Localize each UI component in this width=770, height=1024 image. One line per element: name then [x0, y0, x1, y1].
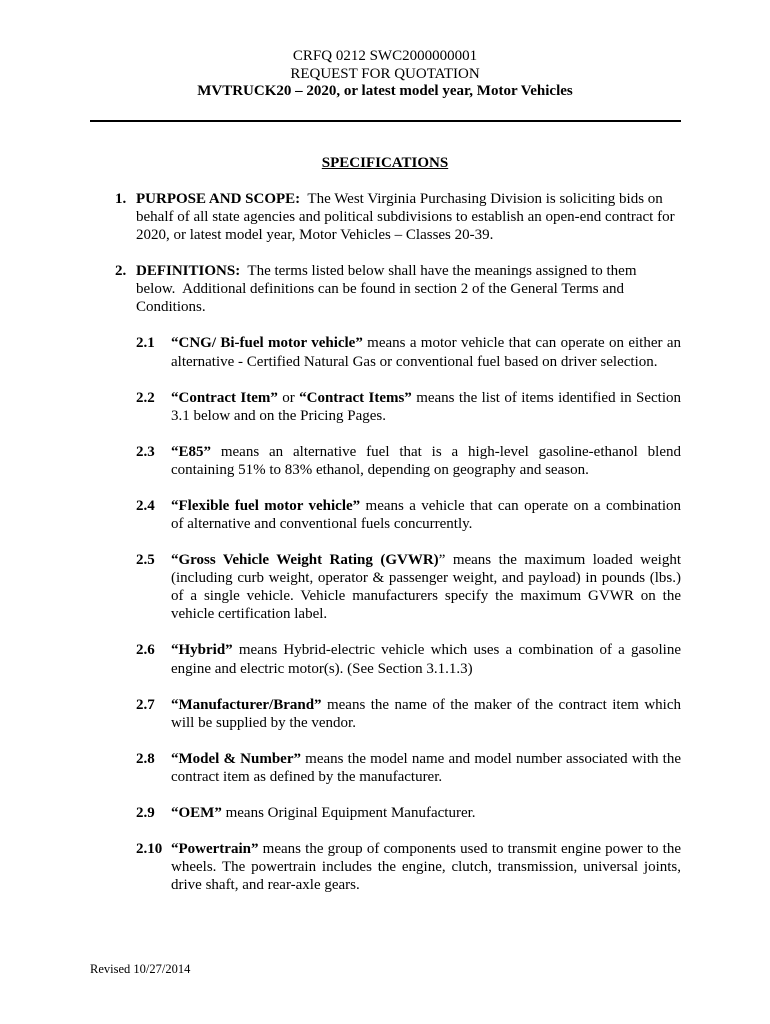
defined-term: “CNG/ Bi-fuel motor vehicle” — [171, 335, 363, 352]
definition-text — [171, 497, 681, 533]
body-text: 3.1 below and on the Pricing Pages. — [171, 407, 386, 424]
text-line — [171, 605, 681, 623]
definition-text — [171, 551, 681, 623]
text-line — [171, 768, 681, 786]
text-line — [171, 443, 681, 461]
definition-number: 2.5 — [136, 552, 155, 569]
text-line — [136, 298, 681, 316]
text-line — [171, 696, 681, 714]
defined-term: “Contract Items” — [299, 389, 412, 406]
text-line — [171, 551, 681, 569]
specifications-body — [0, 190, 770, 912]
defined-term: “Flexible fuel motor vehicle” — [171, 497, 361, 514]
definition-number: 2.9 — [136, 804, 155, 821]
text-line — [136, 208, 681, 226]
body-text: means a vehicle that can operate on a combination — [360, 497, 682, 514]
body-text: will be supplied by the vendor. — [171, 714, 356, 731]
body-text: of a single vehicle. Vehicle manufacturers specify the maximum GVWR on the — [171, 588, 681, 605]
text-line — [171, 515, 681, 533]
body-text: containing 51% to 83% ethanol, depending on geography and season. — [171, 461, 589, 478]
body-text: 2020, or latest model year, Motor Vehicles – Classes 20-39. — [136, 227, 494, 244]
text-line — [171, 714, 681, 732]
body-text: means Hybrid-electric vehicle which uses a combination of a gasoline — [232, 642, 681, 659]
defined-term: “Hybrid” — [171, 642, 233, 659]
text-line — [171, 353, 681, 371]
definition-item — [0, 696, 770, 732]
text-line — [136, 262, 681, 280]
definition-item — [0, 443, 770, 479]
body-text: alternative - Certified Natural Gas or conventional fuel based on driver selection. — [171, 353, 658, 370]
body-text: behalf of all state agencies and political subdivisions to establish an open-end contract for — [136, 209, 675, 226]
section-number: 1. — [115, 191, 127, 207]
definition-item — [0, 389, 770, 425]
text-line — [171, 750, 681, 768]
body-text: engine and electric motor(s). (See Section 3.1.1.3) — [171, 660, 473, 677]
document-header — [0, 48, 770, 101]
text-line — [171, 876, 681, 894]
definition-number: 2.8 — [136, 750, 155, 767]
text-line — [136, 190, 681, 208]
numbered-section — [0, 262, 770, 894]
body-text: means a motor vehicle that can operate on either an — [362, 335, 681, 352]
body-text: means the model name and model number associated with the — [301, 750, 681, 767]
definition-item — [0, 334, 770, 370]
text-line — [171, 569, 681, 587]
text-line — [171, 804, 681, 822]
definition-number: 2.10 — [136, 841, 163, 858]
document-type: REQUEST FOR QUOTATION — [290, 65, 480, 82]
section-label: PURPOSE AND SCOPE: — [136, 191, 301, 207]
definition-text — [171, 840, 681, 894]
numbered-section — [0, 190, 770, 244]
defined-term: “Model & Number” — [171, 750, 301, 767]
body-text: means the group of components used to transmit engine power to the — [258, 841, 681, 858]
body-text: Conditions. — [136, 299, 206, 316]
body-text: vehicle certification label. — [171, 606, 328, 623]
definition-item — [0, 551, 770, 623]
definition-text — [171, 641, 681, 677]
body-text: below. Additional definitions can be found in section 2 of the General Terms and — [136, 281, 624, 298]
text-line — [171, 407, 681, 425]
body-text: means the list of items identified in Section — [411, 389, 681, 406]
text-line — [171, 858, 681, 876]
section-text — [136, 190, 681, 244]
definition-text — [171, 443, 681, 479]
definition-text — [171, 804, 681, 822]
definition-text — [171, 334, 681, 370]
definitions-list — [0, 334, 770, 894]
definition-number: 2.3 — [136, 443, 155, 460]
defined-term: “Powertrain” — [171, 841, 259, 858]
definition-item — [0, 497, 770, 533]
body-text: The terms listed below shall have the meanings assigned to them — [240, 263, 637, 280]
body-text: ” means the maximum loaded weight — [438, 552, 681, 569]
defined-term: “Manufacturer/Brand” — [171, 696, 322, 713]
section-text — [136, 262, 681, 316]
text-line — [171, 334, 681, 352]
defined-term: “E85” — [171, 443, 212, 460]
definition-number: 2.6 — [136, 642, 155, 659]
body-text: (including curb weight, operator & passenger weight, and payload) in pounds (lbs.) — [171, 570, 681, 587]
text-line — [136, 280, 681, 298]
defined-term: “OEM” — [171, 804, 222, 821]
body-text: or — [277, 389, 300, 406]
text-line — [171, 389, 681, 407]
definition-item — [0, 641, 770, 677]
definition-text — [171, 750, 681, 786]
text-line — [171, 587, 681, 605]
revision-note: Revised 10/27/2014 — [90, 962, 191, 976]
text-line — [136, 226, 681, 244]
definition-text — [171, 696, 681, 732]
definition-number: 2.7 — [136, 696, 155, 713]
section-label: DEFINITIONS: — [136, 263, 241, 280]
specifications-heading: SPECIFICATIONS — [321, 155, 449, 171]
body-text: means the name of the maker of the contract item which — [321, 696, 681, 713]
definition-item — [0, 804, 770, 822]
definition-number: 2.2 — [136, 389, 155, 406]
body-text: The West Virginia Purchasing Division is soliciting bids on — [300, 191, 663, 207]
definition-text — [171, 389, 681, 425]
text-line — [171, 660, 681, 678]
definition-item — [0, 840, 770, 894]
definition-number: 2.4 — [136, 497, 155, 514]
defined-term: “Gross Vehicle Weight Rating (GVWR) — [171, 552, 439, 569]
text-line — [171, 840, 681, 858]
body-text: of alternative and conventional fuels concurrently. — [171, 516, 473, 533]
body-text: means Original Equipment Manufacturer. — [221, 804, 476, 821]
section-number: 2. — [115, 263, 127, 280]
solicitation-number: CRFQ 0212 SWC2000000001 — [292, 48, 478, 64]
body-text: contract item as defined by the manufacturer. — [171, 768, 443, 785]
text-line — [171, 641, 681, 659]
text-line — [171, 461, 681, 479]
document-title: MVTRUCK20 – 2020, or latest model year, Motor Vehicles — [197, 83, 573, 100]
header-divider — [90, 120, 681, 122]
text-line — [171, 497, 681, 515]
defined-term: “Contract Item” — [171, 389, 278, 406]
body-text: wheels. The powertrain includes the engine, clutch, transmission, universal joints, — [171, 859, 681, 876]
body-text: means an alternative fuel that is a high-level gasoline-ethanol blend — [211, 443, 681, 460]
body-text: drive shaft, and rear-axle gears. — [171, 877, 360, 894]
definition-item — [0, 750, 770, 786]
definition-number: 2.1 — [136, 335, 155, 352]
